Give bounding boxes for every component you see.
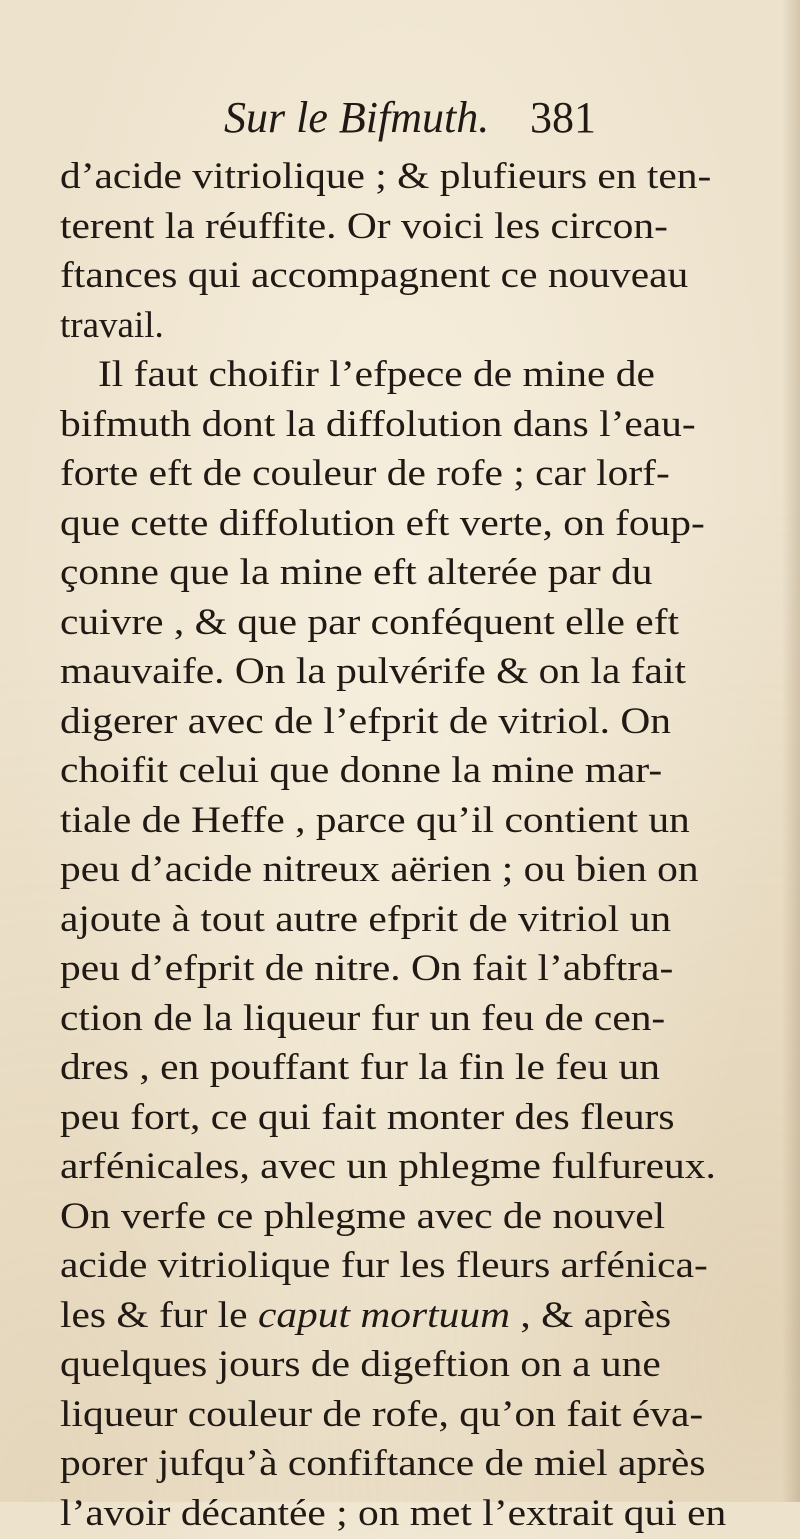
text-line: peu d’efprit de nitre. On fait l’abftra- xyxy=(60,948,674,989)
text-line-with-italic: les & fur le caput mortuum , & après xyxy=(60,1291,671,1341)
text-line: ftances qui accompagnent ce nouveau xyxy=(60,255,689,296)
running-title: Sur le Bifmuth. xyxy=(224,93,490,142)
text-line: On verfe ce phlegme avec de nouvel xyxy=(60,1195,666,1237)
text-line: terent la réuffite. Or voici les circon- xyxy=(60,205,668,247)
text-line: peu d’acide nitreux aërien ; ou bien on xyxy=(60,849,699,890)
text-line: travail. xyxy=(60,304,164,346)
text-line: liqueur couleur de rofe, qu’on fait éva- xyxy=(60,1393,704,1435)
text-line: que cette diffolution eft verte, on foup- xyxy=(60,502,705,544)
text-line: cuivre , & que par conféquent elle eft xyxy=(60,601,680,643)
text-line: bifmuth dont la diffolution dans l’eau- xyxy=(60,403,696,445)
paragraph-start-line: Il faut choifir l’efpece de mine de xyxy=(98,354,655,395)
text-line: ajoute à tout autre efprit de vitriol un xyxy=(60,898,672,940)
text-line: forte eft de couleur de rofe ; car lorf- xyxy=(60,453,670,494)
text-line: tiale de Heffe , parce qu’il contient un xyxy=(60,799,690,841)
text-line: ction de la liqueur fur un feu de cen- xyxy=(60,997,666,1039)
latin-term: caput mortuum xyxy=(257,1294,511,1336)
text-line: peu fort, ce qui fait monter des fleurs xyxy=(60,1096,675,1138)
page-header xyxy=(0,88,800,148)
text-line: arfénicales, avec un phlegme fulfureux. xyxy=(60,1146,716,1187)
page-number: 381 xyxy=(530,93,596,142)
page-edge-shadow xyxy=(782,0,800,1502)
text-line-last: l’avoir décantée ; on met l’extrait qui en xyxy=(60,1492,727,1534)
text-line: d’acide vitriolique ; & plufieurs en ten- xyxy=(60,156,712,197)
text-line: acide vitriolique fur les fleurs arfénica- xyxy=(60,1245,708,1286)
text-line: digerer avec de l’efprit de vitriol. On xyxy=(60,700,671,742)
text-line: choifit celui que donne la mine mar- xyxy=(60,750,663,791)
text-line: porer jufqu’à confiftance de miel après xyxy=(60,1443,706,1484)
text-line xyxy=(60,1489,726,1539)
text-line: quelques jours de digeftion on a une xyxy=(60,1344,661,1385)
text-line: dres , en pouffant fur la fin le feu un xyxy=(60,1047,660,1088)
text-line: çonne que la mine eft alterée par du xyxy=(60,552,653,593)
text-line: mauvaife. On la pulvérife & on la fait xyxy=(60,651,686,692)
